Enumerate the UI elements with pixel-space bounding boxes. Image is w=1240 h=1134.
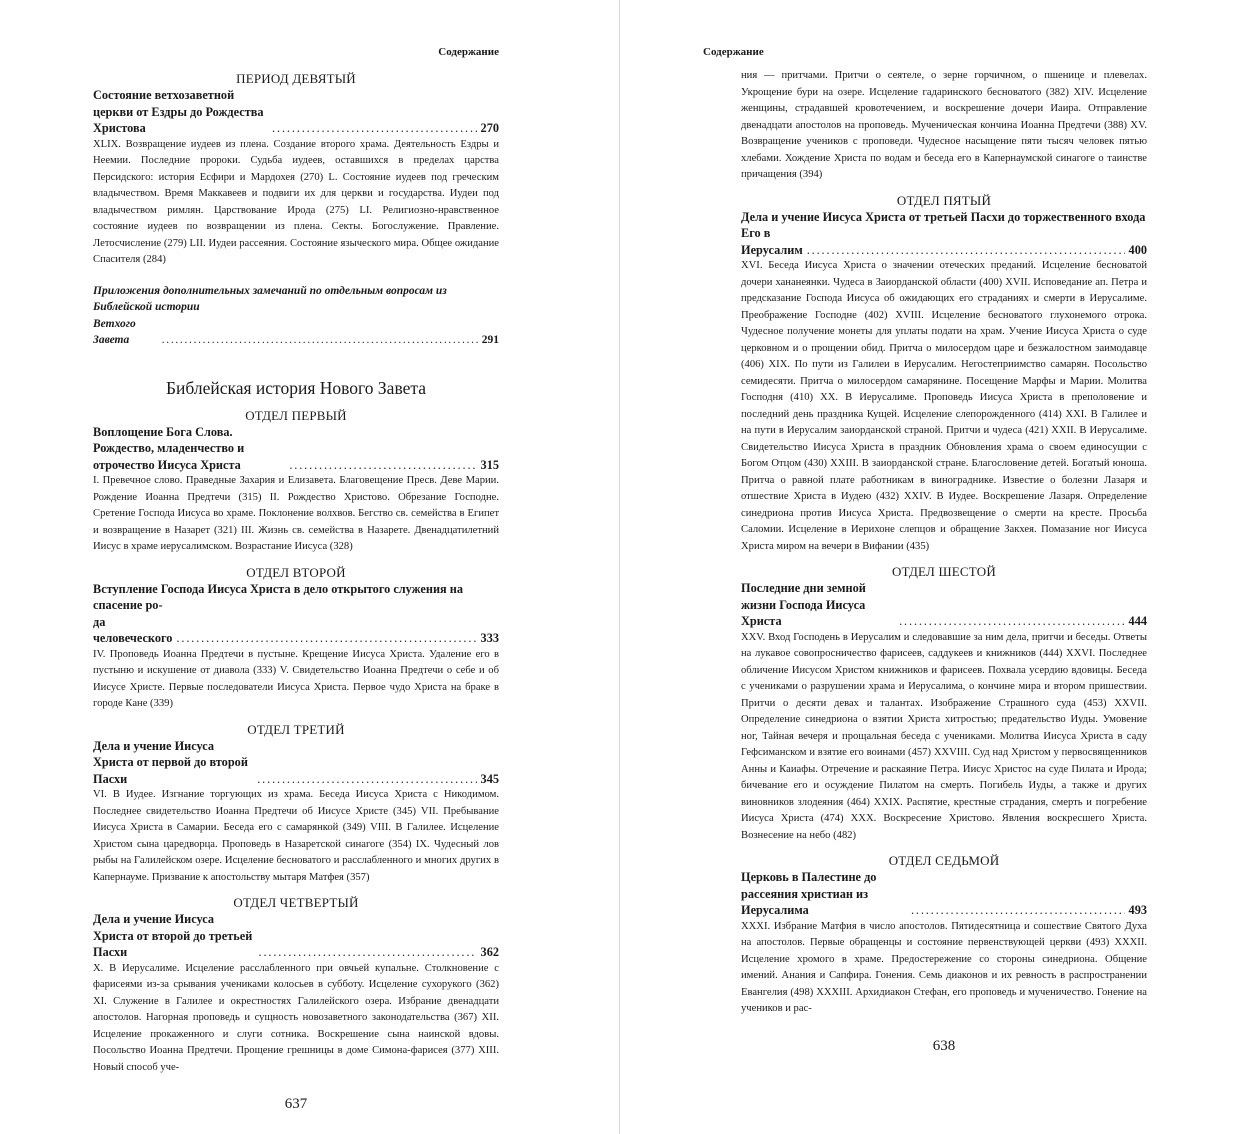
entry-title: Дела и учение Иисуса Христа от второй до третьей Пасхи (93, 912, 253, 959)
entry-summary: XLIX. Возвращение иудеев из плена. Создание второго храма. Деятельность Ездры и Неемии. Последние пророки. Судьба иудеев, оставшихся в пределах царства Персидского: история Есфири и Мардохея (270) L. Состояние иудеев под греческим владычеством. Время Маккавеев и подвиги их для церкви и государства. Иудеи под владычеством римлян. Царствование Ирода (275) LI. Религиозно-нравственное состояние иудеев по возвращении из плена. Секты. Богослужение. Правление. Летосчисление (279) LII. Иудеи рассеяния. Состояние языческого мира. Общее ожидание Спасителя (284) (93, 138, 499, 265)
dot-leader (899, 613, 1124, 630)
entry-page: 291 (481, 334, 499, 346)
page-number: 638 (932, 1037, 956, 1054)
toc-entry[interactable] (93, 581, 499, 614)
entry-summary: VI. В Иудее. Изгнание торгующих из храма. Беседа Иисуса Христа с Никодимом. Последнее свидетельство Иоанна Предтечи об Иисусе Христе (345) VII. Пребывание Иисуса Христа в Самарии. Беседа его с самарянкой (349) VIII. В Галилее. Исцеление Христом сына царедворца. Проповедь в Назаретской синагоге (354) IX. Чудесный лов рыбы на Галилейском озере. Исцеление бесноватого и расслабленного и многих других в Капернауме. Призвание к апостольству мытаря Матфея (357) (93, 789, 499, 883)
dot-leader (911, 902, 1125, 919)
section-heading: ОТДЕЛ ПЯТЫЙ (896, 192, 992, 208)
sections (741, 192, 1147, 1018)
toc-entry[interactable] (741, 869, 1147, 919)
running-head: Содержание (438, 46, 499, 58)
toc-entry[interactable] (741, 209, 1147, 242)
toc-column (93, 70, 499, 1076)
section-heading: ОТДЕЛ ШЕСТОЙ (892, 564, 996, 579)
toc-entry[interactable] (93, 614, 499, 647)
sections (93, 407, 499, 1077)
entry-title: Воплощение Бога Слова. Рождество, младенчество и отрочество Иисуса Христа (93, 424, 245, 472)
toc-entry[interactable] (93, 911, 499, 961)
dot-leader (176, 630, 476, 647)
entry-page: 493 (1128, 903, 1147, 917)
toc-entry[interactable] (93, 424, 499, 474)
entry-page: 333 (480, 631, 499, 645)
appendix-entry[interactable] (93, 316, 499, 349)
dot-leader (272, 120, 477, 137)
dot-leader (257, 771, 476, 788)
section-heading: ОТДЕЛ СЕДЬМОЙ (888, 853, 1000, 868)
entry-summary: XVI. Беседа Иисуса Христа о значении отеческих преданий. Исцеление бесноватой дочери хананеянки. Чудеса в Заиорданской области (400) XVII. Исповедание ап. Петра и предсказание Господа Иисуса об ожидающих его страданиях и смерти в Иерусалиме. Преображение Господне (402) XVIII. Исцеление бесноватого глухонемого отрока. Чудесное получение монеты для уплаты подати на храм. Учение Иисуса Христа о суде церковном и о прощении обид. Притча о милосердом царе и безжалостном заимодавце (406) XIX. По пути из Галилеи в Иерусалим. Негостеприимство самарян. Посольство семидесяти. Притча о милосердом самарянине. Посещение Марфы и Марии. Молитва Господня (410) XX. В Иерусалиме. Проповедь Иисуса Христа в преполовение и последний день праздника Кущей. Исцеление слепорожденного (414) XXI. В Галилее и на пути в Иерусалим заиорданской страной. Притчи и чудеса (421) XXII. В Иерусалиме. Свидетельство Иисуса Христа в праздник Обновления храма о своем единосущии с Богом Отцом (430) XXIII. В заиорданской стране. Благословение детей. Богатый юноша. Притча о равной плате работникам в винограднике. Известие о болезни Лазаря и отшествие Христа в Иудею (432) XXIV. В Иудее. Воскрешение Лазаря. Определение синедриона против Иисуса Христа. Предвозвещение о смерти на кресте. Просьба Саломии. Исцеление в Иерихоне слепцов и обращение Закхея. Помазание ног Иисуса Христа миром на вечери в Вифании (435) (741, 260, 1147, 552)
section-heading: ПЕРИОД ДЕВЯТЫЙ (236, 71, 356, 86)
entry-summary: IV. Проповедь Иоанна Предтечи в пустыне. Крещение Иисуса Христа. Удаление его в пустыню и искушение от диавола (333) V. Свидетельство Иоанна Предтечи о себе и об Иисусе Христе. Первые последователи Иисуса Христа. Первое чудо Христа на браке в городе Кане (339) (93, 648, 499, 709)
dot-leader (807, 242, 1125, 259)
section-heading: ОТДЕЛ ПЕРВЫЙ (245, 407, 347, 423)
entry-title: да человеческого (93, 614, 173, 645)
dot-leader (289, 457, 476, 474)
entry-title: Ветхого Завета (93, 317, 136, 346)
entry-title: Церковь в Палестине до рассеяния христиан из Иерусалима (741, 870, 877, 917)
part-title: Библейская история Нового Завета (165, 377, 427, 398)
page-number: 637 (284, 1096, 308, 1112)
entry-page: 444 (1128, 614, 1147, 628)
entry-title: Приложения дополнительных замечаний по отдельным вопросам из Библейской истории (93, 284, 447, 313)
entry-title: Вступление Господа Иисуса Христа в дело открытого служения на спасение ро- (93, 581, 464, 612)
entry-title: Иерусалим (741, 242, 803, 257)
entry-page: 400 (1128, 242, 1147, 257)
toc-entry[interactable] (93, 87, 499, 137)
entry-page: 270 (480, 121, 499, 135)
left-page (0, 0, 619, 1134)
dot-leader (259, 944, 477, 961)
dot-leader (162, 332, 478, 349)
entry-summary: XXXI. Избрание Матфия в число апостолов. Пятидесятница и сошествие Святого Духа на апостолов. Первые обращенцы и состояние первенствующей церкви (493) XXXII. Исцеление хромого в храме. Предостережение со стороны синедриона. Общение имений. Анания и Сапфира. Гонения. Семь диаконов и их ревность в распространении Евангелия (498) XXXIII. Архидиакон Стефан, его проповедь и мученичество. Гонение на учеников и рас- (741, 920, 1147, 1014)
right-page (620, 0, 1240, 1134)
entry-summary-continued: ния — притчами. Притчи о сеятеле, о зерне горчичном, о пшенице и плевелах. Укрощение бури на озере. Исцеление гадаринского бесноватого (382) XIV. Исцеление женщины, страдавшей кровотечением, и воскрешение дочери Иаира. Отправление двенадцати апостолов на проповедь. Мученическая кончина Иоанна Предтечи (388) XV. Возвращение учеников с проповеди. Чудесное насыщение пяти тысяч человек пятью хлебами. Хождение Христа по водам и беседа его в Капернаумской синагоге о таинстве причащения (394) (741, 70, 1147, 180)
entry-summary: XXV. Вход Господень в Иерусалим и следовавшие за ним дела, притчи и беседы. Ответы на лукавое совопросничество фарисеев, саддукеев и книжников (444) XXVI. Последнее обличение Иисусом Христом книжников и фарисеев. Похвала усердию вдовицы. Беседа с учениками о разрушении храма и Иерусалима, о кончине мира и втором пришествии. Притчи о десяти девах и талантах. Изображение Страшного суда (453) XXVII. Определение синедриона о взятии Христа хитростью; предательство Иуды. Умовение ног, Тайная вечеря и прощальная беседа с учениками. Молитва Иисуса Христа в саду Гефсиманском и взятие его воинами (457) XXVIII. Суд над Христом у первосвященников Анны и Каиафы. Отречение и раскаяние Петра. Иисус Христос на суде Пилата и Ирода; бичевание его и осуждение Пилатом на смерть. Погибель Иуды, а также и других виновников злодеяния (464) XXIX. Распятие, крестные страдания, смерть и погребение Иисуса Христа (474) XXX. Воскресение Христово. Явления воскресшего Христа. Вознесение на небо (482) (741, 631, 1147, 841)
appendix-entry-line1[interactable] (93, 283, 499, 316)
entry-page: 362 (480, 945, 499, 959)
entry-page: 315 (480, 457, 499, 472)
entry-title: Дела и учение Иисуса Христа от первой до второй Пасхи (93, 738, 248, 786)
entry-title: Состояние ветхозаветной церкви от Ездры до Рождества Христова (93, 88, 264, 135)
toc-column (741, 68, 1147, 1018)
section-heading: ОТДЕЛ ЧЕТВЕРТЫЙ (233, 895, 359, 910)
toc-entry[interactable] (741, 580, 1147, 630)
section-heading: ОТДЕЛ ТРЕТИЙ (247, 721, 345, 737)
entry-summary: I. Превечное слово. Праведные Захария и Елизавета. Благовещение Пресв. Деве Марии. Рождение Иоанна Предтечи (315) II. Рождество Христово. Обрезание Господне. Сретение Господа Иисуса во храме. Поклонение волхвов. Бегство св. семейства в Египет и возвращение в Назарет (321) III. Жизнь св. семейства в Назарете. Двенадцатилетний Иисус в храме иерусалимском. Возрастание Иисуса (328) (93, 475, 499, 552)
toc-entry[interactable] (741, 242, 1147, 259)
entry-title: Дела и учение Иисуса Христа от третьей Пасхи до торжественного входа Его в (741, 209, 1146, 240)
running-head: Содержание (703, 46, 764, 58)
entry-title: Последние дни земной жизни Господа Иисуса Христа (741, 581, 866, 628)
entry-summary: X. В Иерусалиме. Исцеление расслабленного при овчьей купальне. Столкновение с фарисеями из-за срывания учениками колосьев в субботу. Исцеление сухорукого (362) XI. Служение в Галилее и окрестностях Галилейского озера. Избрание двенадцати апостолов. Нагорная проповедь и сущность новозаветного законодательства (367) XII. Исцеление прокаженного и слуги сотника. Воскрешение сына наинской вдовы. Посольство Иоанна Предтечи. Прощение грешницы в доме Симона-фарисея (377) XIII. Новый способ уче- (93, 962, 499, 1073)
entry-page: 345 (480, 771, 499, 786)
toc-entry[interactable] (93, 738, 499, 788)
section-heading: ОТДЕЛ ВТОРОЙ (246, 564, 346, 580)
